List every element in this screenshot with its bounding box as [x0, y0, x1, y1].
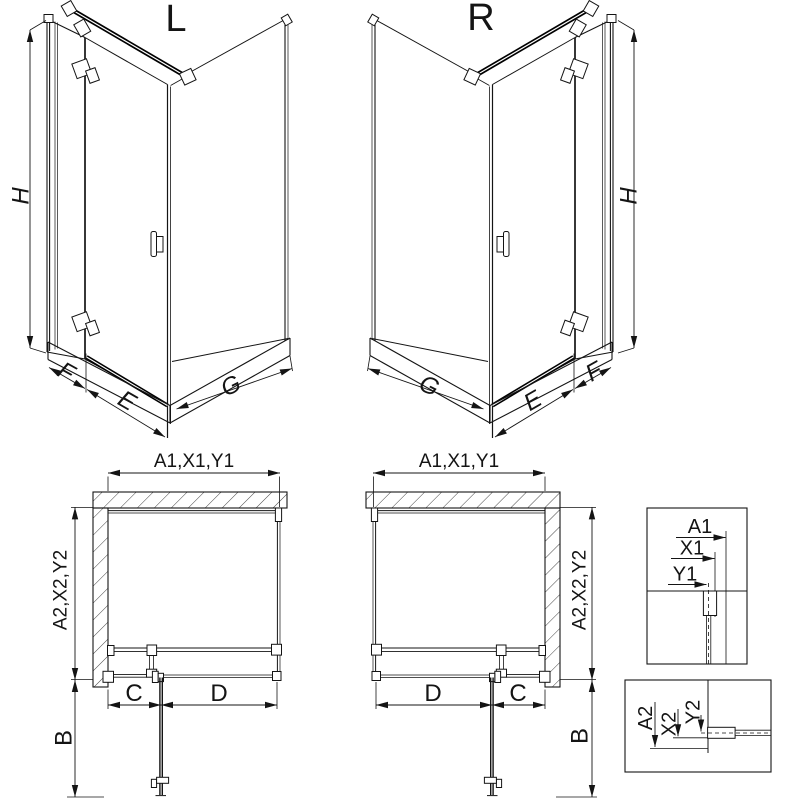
dim-label-d-right-plan: D — [424, 680, 442, 707]
dim-label-a2-left-plan: A2,X2,Y2 — [50, 549, 72, 631]
dim-label-g-right: G — [414, 369, 444, 403]
return-panel — [172, 14, 292, 361]
return-panel — [368, 14, 488, 361]
threshold-line — [380, 675, 490, 677]
dimensions-plan-right — [373, 473, 597, 797]
wall-right — [545, 508, 560, 687]
door-panel-right — [477, 38, 575, 439]
door-handle — [497, 232, 509, 257]
dim-label-e-right: E — [519, 385, 547, 417]
wall-profile — [703, 591, 716, 616]
dim-label-b-right-plan: B — [566, 727, 594, 745]
view-label-r: R — [467, 0, 495, 39]
wall-top — [93, 492, 287, 508]
dim-label-f-left: F — [53, 356, 79, 388]
dim-label-c-right-plan: C — [509, 680, 527, 707]
dim-label-e-left: E — [113, 385, 141, 417]
back-glass — [108, 511, 277, 513]
threshold-line — [164, 675, 274, 677]
detail-callout-top — [647, 508, 747, 664]
door-handle — [151, 232, 163, 257]
wall-top — [366, 492, 560, 508]
dim-label-h-right: H — [615, 187, 643, 205]
detail-label-y2: Y2 — [682, 699, 705, 725]
view-label-l: L — [165, 0, 187, 40]
detail-label-x2: X2 — [658, 711, 681, 737]
stabilizer-bar — [372, 644, 546, 677]
plan-view-left — [51, 451, 288, 797]
detail-label-y1: Y1 — [672, 563, 698, 586]
detail-label-x1: X1 — [679, 537, 705, 560]
dim-label-a2-right-plan: A2,X2,Y2 — [569, 549, 591, 631]
dim-label-d-left-plan: D — [210, 680, 228, 707]
dim-label-c-left-plan: C — [125, 680, 143, 707]
dim-label-a1-left-plan: A1,X1,Y1 — [153, 451, 235, 472]
open-door — [151, 678, 168, 796]
door-panel-left — [85, 38, 183, 439]
detail-callout-bottom — [625, 680, 771, 772]
stabilizer-bar — [108, 644, 282, 677]
detail-label-a2: A2 — [635, 705, 657, 731]
dim-label-f-right: F — [581, 356, 607, 388]
dim-label-a1-right-plan: A1,X1,Y1 — [418, 451, 500, 472]
dim-label-h-left: H — [7, 187, 35, 205]
view-3d-right — [368, 0, 643, 438]
detail-label-a1: A1 — [687, 516, 713, 538]
dim-label-g-left: G — [216, 369, 246, 403]
dim-label-b-left-plan: B — [50, 729, 78, 747]
open-door — [484, 678, 501, 796]
back-glass — [376, 511, 545, 513]
view-3d-left — [8, 0, 293, 438]
wall-left — [93, 508, 108, 687]
plan-view-right — [366, 451, 597, 797]
